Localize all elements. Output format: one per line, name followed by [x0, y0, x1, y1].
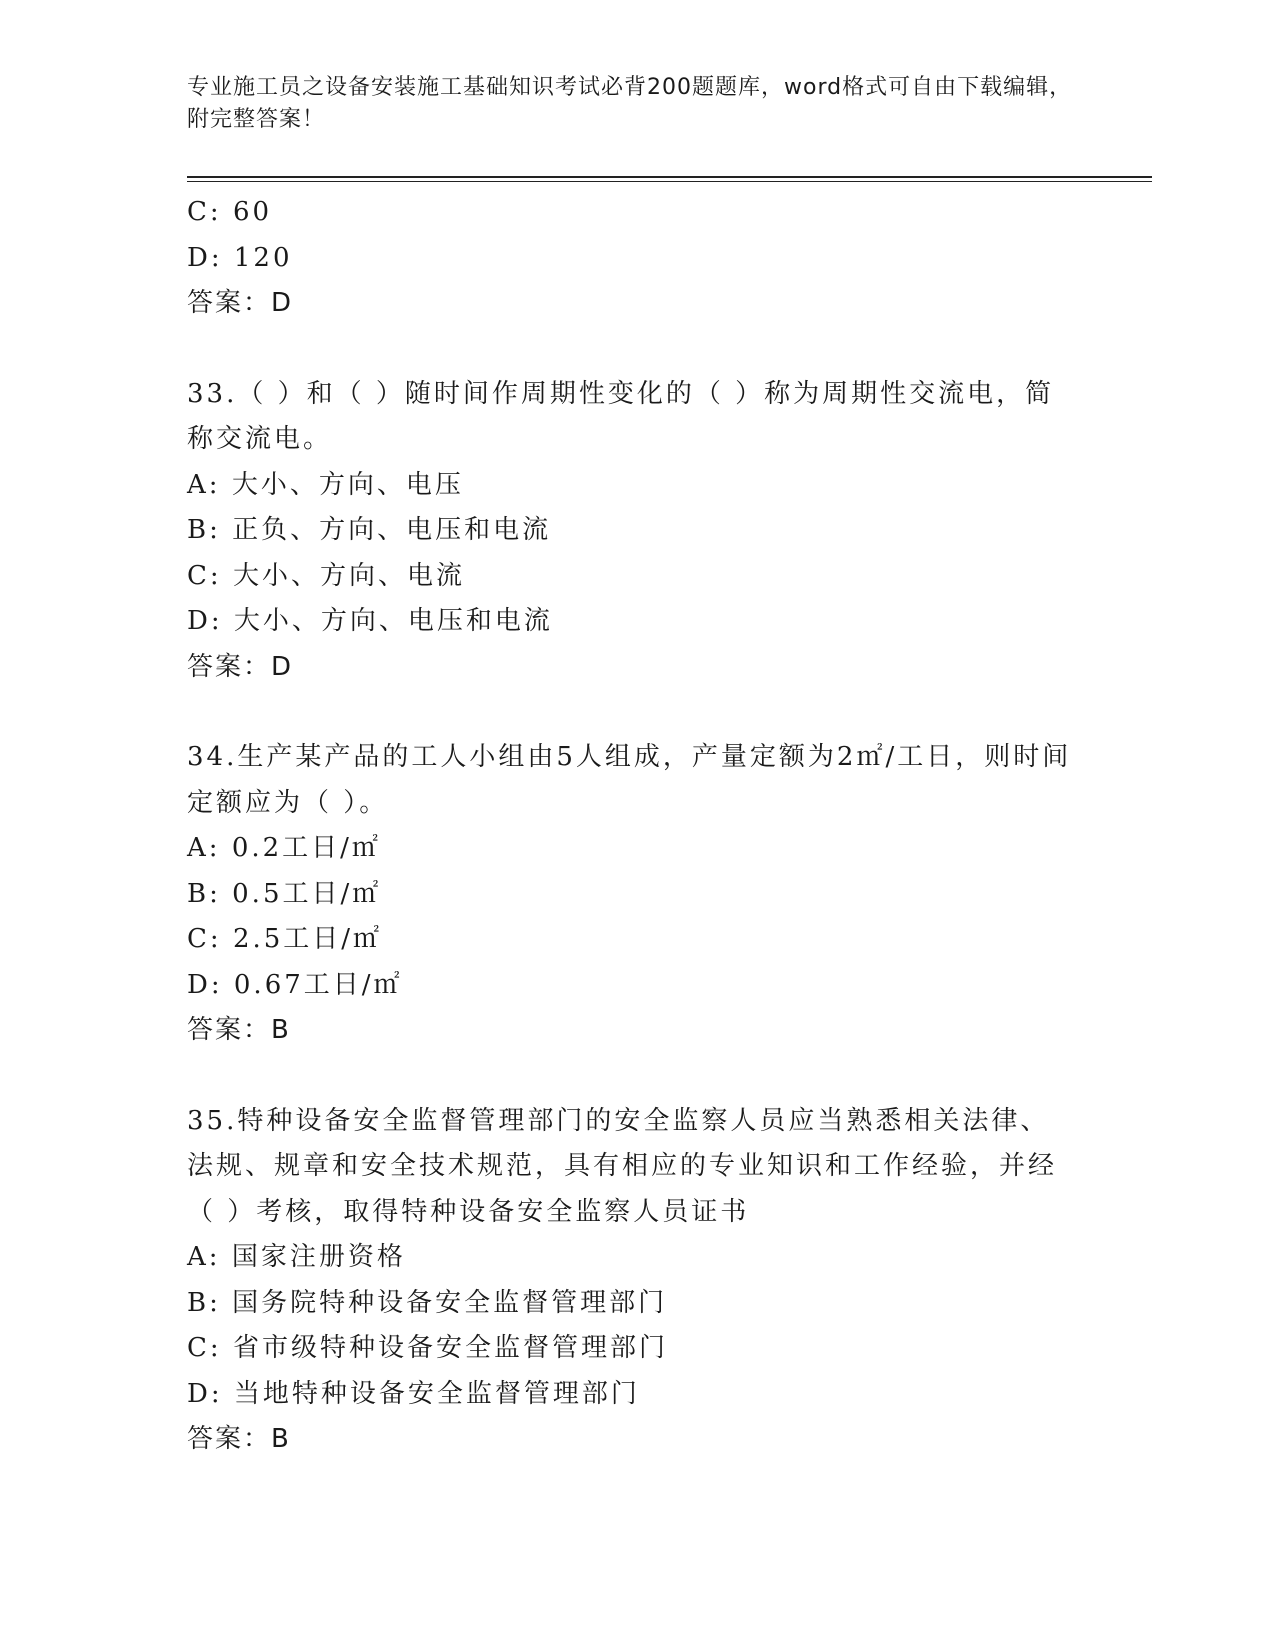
- document-header: 专业施工员之设备安装施工基础知识考试必背200题题库，word格式可自由下载编辑，附完整答案！: [187, 75, 1073, 132]
- question-34: [187, 735, 1077, 1054]
- option-d: D: 120: [187, 242, 293, 273]
- header-rule: [187, 176, 1152, 178]
- option-c: C: 2.5工日/㎡: [187, 924, 383, 954]
- question-content: [187, 190, 1077, 1463]
- question-text: 33.（ ）和（ ）随时间作周期性变化的（ ）称为周期性交流电，简称交流电。: [187, 378, 1055, 454]
- option-b: B: 0.5工日/㎡: [187, 878, 382, 909]
- answer-line: 答案：D: [187, 288, 294, 318]
- option-b: B: 正负、方向、电压和电流: [187, 515, 552, 545]
- option-d: D: 大小、方向、电压和电流: [187, 606, 553, 636]
- option-c: C: 省市级特种设备安全监督管理部门: [187, 1333, 668, 1363]
- question-text: 35.特种设备安全监督管理部门的安全监察人员应当熟悉相关法律、法规、规章和安全技术规范，具有相应的专业知识和工作经验，并经（ ）考核，取得特种设备安全监察人员证书: [187, 1105, 1058, 1227]
- question-35: [187, 1099, 1077, 1463]
- option-d: D: 当地特种设备安全监督管理部门: [187, 1378, 640, 1409]
- question-33: [187, 372, 1077, 691]
- option-c: C: 60: [187, 197, 273, 227]
- answer-line: 答案：B: [187, 1424, 291, 1454]
- answer-line: 答案：B: [187, 1015, 291, 1045]
- option-a: A: 大小、方向、电压: [187, 469, 464, 500]
- answer-line: 答案：D: [187, 651, 294, 682]
- option-c: C: 大小、方向、电流: [187, 560, 465, 591]
- question-text: 34.生产某产品的工人小组由5人组成，产量定额为2㎡/工日，则时间定额应为（ ）。: [187, 742, 1072, 818]
- option-d: D: 0.67工日/㎡: [187, 969, 403, 1000]
- option-a: A: 0.2工日/㎡: [187, 833, 381, 863]
- option-b: B: 国务院特种设备安全监督管理部门: [187, 1287, 668, 1318]
- continued-question: [187, 190, 1077, 327]
- header-rule-thin: [187, 181, 1152, 182]
- option-a: A: 国家注册资格: [187, 1242, 406, 1272]
